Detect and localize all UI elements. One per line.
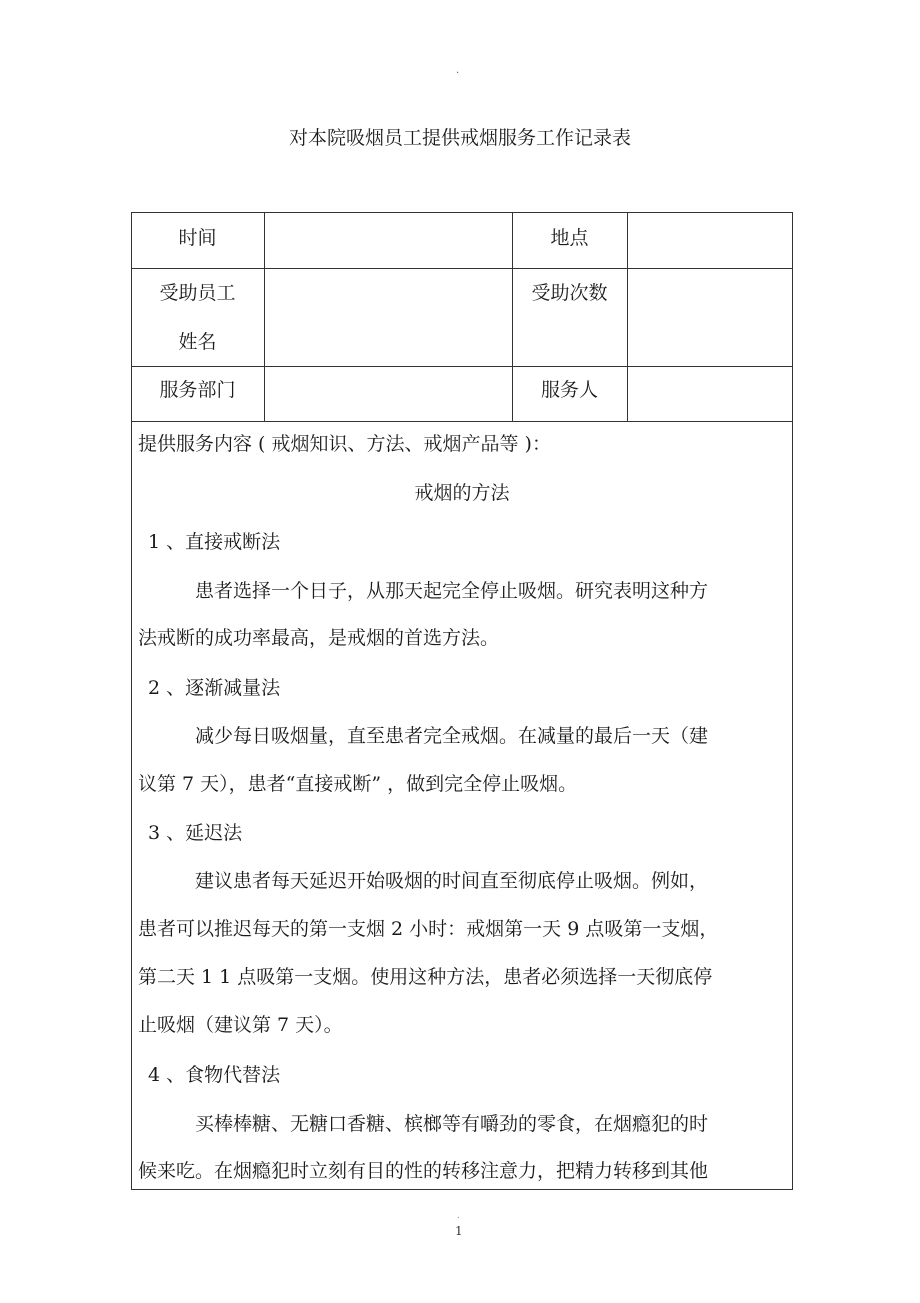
table-border-right <box>792 212 793 1190</box>
method-heading: 1 、直接戒断法 <box>148 531 281 553</box>
server-value-cell[interactable] <box>628 376 792 404</box>
staff-name-value-cell[interactable] <box>265 279 512 355</box>
dept-label: 服务部门 <box>159 379 236 401</box>
location-value-cell[interactable] <box>628 224 792 252</box>
assist-count-label: 受助次数 <box>531 282 608 304</box>
staff-name-label-line2: 姓名 <box>178 331 217 353</box>
paragraph-line: 买棒棒糖、无糖口香糖、槟榔等有嚼劲的零食，在烟瘾犯的时 <box>195 1113 709 1135</box>
paragraph-line: 法戒断的成功率最高，是戒烟的首选方法。 <box>138 627 500 649</box>
paragraph-line: 患者可以推迟每天的第一支烟 2 小时：戒烟第一天 9 点吸第一支烟， <box>138 918 719 940</box>
footer-mark: . <box>457 1211 460 1220</box>
table-row-divider <box>131 366 793 367</box>
paragraph-line: 第二天 1 1 点吸第一支烟。使用这种方法，患者必须选择一天彻底停 <box>138 966 713 988</box>
table-border-top <box>131 212 793 213</box>
paragraph-line: 建议患者每天延迟开始吸烟的时间直至彻底停止吸烟。例如， <box>195 870 709 892</box>
paragraph-line: 患者选择一个日子，从那天起完全停止吸烟。研究表明这种方 <box>195 580 709 602</box>
staff-name-label-line1: 受助员工 <box>159 282 236 304</box>
paragraph-line: 议第 7 天），患者“直接戒断” ，做到完全停止吸烟。 <box>138 773 578 795</box>
page-number: 1 <box>455 1224 463 1238</box>
page-title: 对本院吸烟员工提供戒烟服务工作记录表 <box>288 127 631 149</box>
methods-subtitle: 戒烟的方法 <box>414 482 510 504</box>
header-mark: . <box>456 65 460 76</box>
table-row-divider <box>131 268 793 269</box>
time-value-cell[interactable] <box>265 224 512 252</box>
table-row-divider <box>131 421 793 422</box>
paragraph-line: 候来吃。在烟瘾犯时立刻有目的性的转移注意力，把精力转移到其他 <box>138 1160 709 1182</box>
server-label: 服务人 <box>540 379 598 401</box>
dept-value-cell[interactable] <box>265 376 512 404</box>
paragraph-line: 止吸烟（建议第 7 天）。 <box>138 1014 343 1036</box>
method-heading: 2 、逐渐减量法 <box>148 677 281 699</box>
paragraph-line: 减少每日吸烟量，直至患者完全戒烟。在减量的最后一天（建 <box>195 725 709 747</box>
method-heading: 4 、食物代替法 <box>148 1064 281 1086</box>
table-border-bottom <box>131 1189 793 1190</box>
time-label: 时间 <box>178 227 217 249</box>
service-content-intro: 提供服务内容 ( 戒烟知识、方法、戒烟产品等 )： <box>138 433 551 455</box>
table-border-left <box>131 212 132 1190</box>
location-label: 地点 <box>550 227 589 249</box>
assist-count-value-cell[interactable] <box>628 279 792 355</box>
method-heading: 3 、延迟法 <box>148 822 243 844</box>
